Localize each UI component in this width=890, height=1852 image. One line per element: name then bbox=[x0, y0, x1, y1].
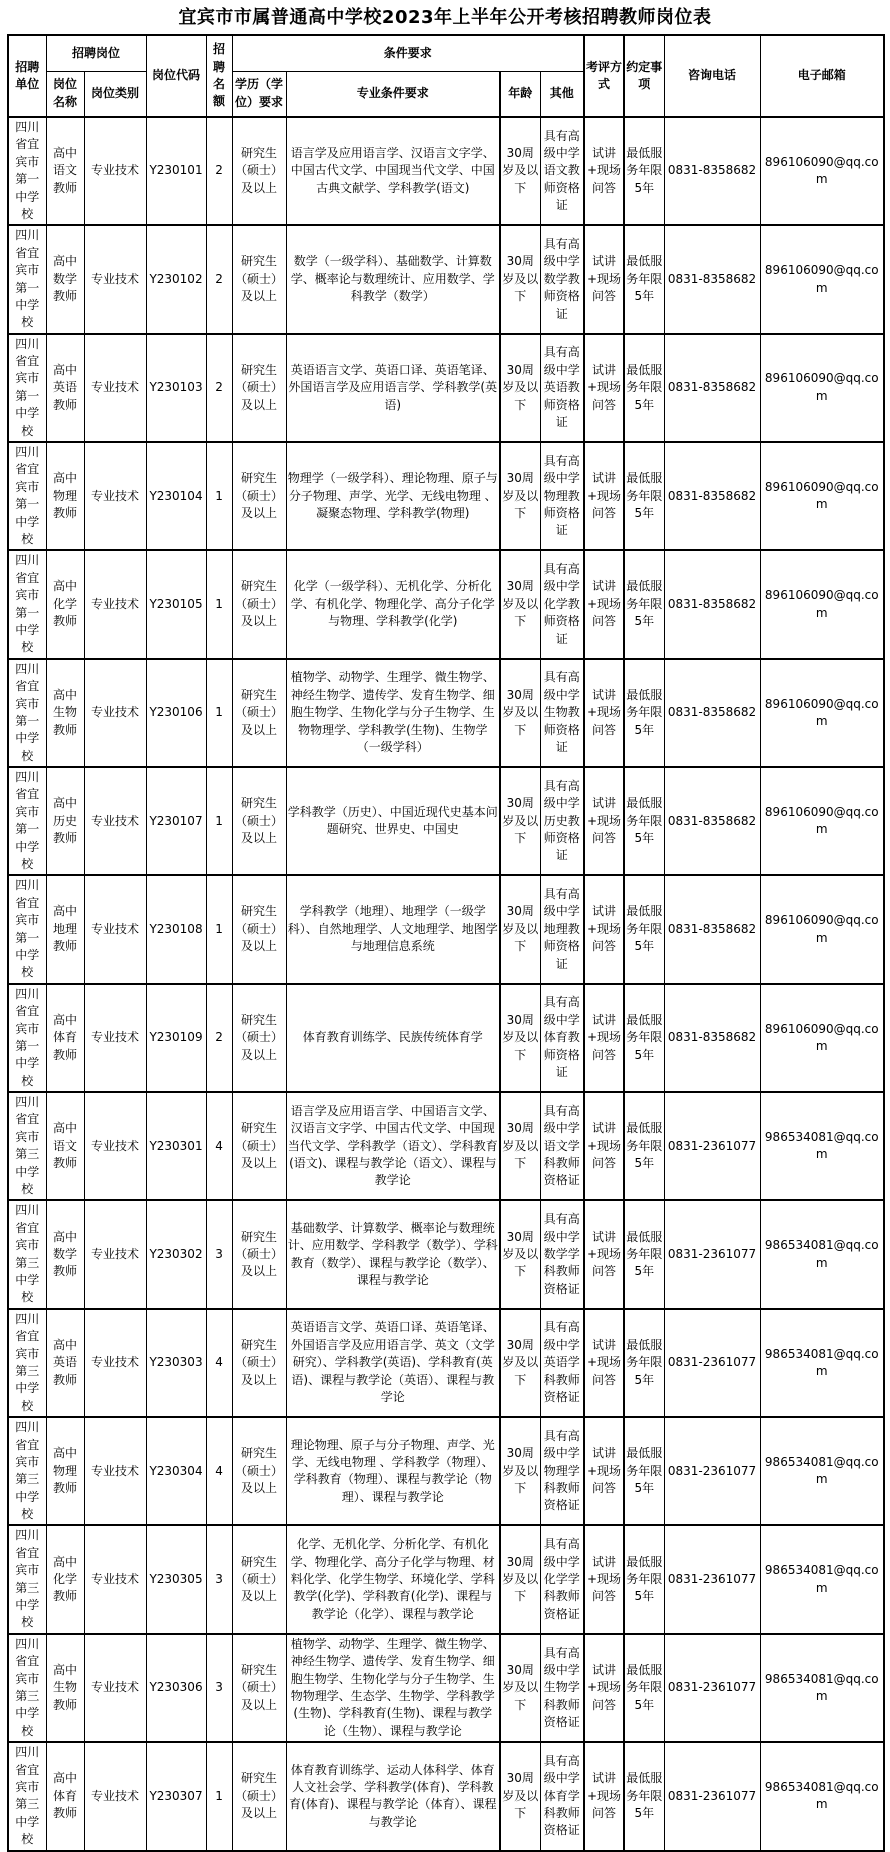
table-row bbox=[8, 1092, 884, 1200]
cell-major-requirements: 化学（一级学科）、无机化学、分析化学、有机化学、物理化学、高分子化学与物理、学科教学(化学) bbox=[286, 550, 500, 658]
positions-table bbox=[7, 34, 885, 1852]
cell-post-code: Y230103 bbox=[146, 334, 206, 442]
cell-post-category: 专业技术 bbox=[84, 1200, 146, 1308]
cell-quota: 4 bbox=[206, 1309, 232, 1417]
cell-education: 研究生（硕士）及以上 bbox=[232, 442, 286, 550]
cell-major-requirements: 化学、无机化学、分析化学、有机化学、物理化学、高分子化学与物理、材料化学、化学生物学、环境化学、学科教学(化学)、学科教育(化学)、课程与教学论（化学）、课程与教学论 bbox=[286, 1525, 500, 1633]
cell-agreement: 最低服务年限5年 bbox=[624, 334, 664, 442]
cell-education: 研究生（硕士）及以上 bbox=[232, 1634, 286, 1742]
cell-age: 30周岁及以下 bbox=[500, 1634, 540, 1742]
cell-agreement: 最低服务年限5年 bbox=[624, 225, 664, 333]
header-post-name: 岗位名称 bbox=[46, 71, 84, 117]
cell-age: 30周岁及以下 bbox=[500, 442, 540, 550]
cell-other: 具有高级中学物理学科教师资格证 bbox=[540, 1417, 584, 1525]
cell-other: 具有高级中学语文教师资格证 bbox=[540, 117, 584, 225]
cell-post-code: Y230105 bbox=[146, 550, 206, 658]
cell-major-requirements: 语言学及应用语言学、中国语言文学、汉语言文字学、中国古代文学、中国现当代文学、学科教学（语文）、学科教育(语文)、课程与教学论（语文）、课程与教学论 bbox=[286, 1092, 500, 1200]
cell-phone: 0831-2361077 bbox=[664, 1092, 760, 1200]
header-post-category: 岗位类别 bbox=[84, 71, 146, 117]
cell-phone: 0831-2361077 bbox=[664, 1417, 760, 1525]
cell-post-category: 专业技术 bbox=[84, 442, 146, 550]
cell-major-requirements: 植物学、动物学、生理学、微生物学、神经生物学、遗传学、发育生物学、细胞生物学、生物化学与分子生物学、生物物理学、学科教学(生物)、生物学（一级学科） bbox=[286, 659, 500, 767]
cell-other: 具有高级中学英语教师资格证 bbox=[540, 334, 584, 442]
cell-major-requirements: 语言学及应用语言学、汉语言文字学、中国古代文学、中国现当代文学、中国古典文献学、学科教学(语文) bbox=[286, 117, 500, 225]
cell-unit: 四川省宜宾市第三中学校 bbox=[8, 1092, 46, 1200]
table-row bbox=[8, 767, 884, 875]
cell-major-requirements: 英语语言文学、英语口译、英语笔译、外国语言学及应用语言学、英文（文学研究）、学科教学(英语)、学科教育(英语)、课程与教学论（英语）、课程与教学论 bbox=[286, 1309, 500, 1417]
cell-evaluation-method: 试讲+现场问答 bbox=[584, 875, 624, 983]
cell-email: 896106090@qq.com bbox=[760, 984, 884, 1092]
cell-education: 研究生（硕士）及以上 bbox=[232, 984, 286, 1092]
cell-quota: 1 bbox=[206, 659, 232, 767]
cell-unit: 四川省宜宾市第一中学校 bbox=[8, 875, 46, 983]
table-body bbox=[8, 117, 884, 1851]
cell-post-category: 专业技术 bbox=[84, 1525, 146, 1633]
cell-post-code: Y230307 bbox=[146, 1742, 206, 1850]
cell-education: 研究生（硕士）及以上 bbox=[232, 1092, 286, 1200]
cell-post-name: 高中数学教师 bbox=[46, 225, 84, 333]
cell-evaluation-method: 试讲+现场问答 bbox=[584, 225, 624, 333]
cell-education: 研究生（硕士）及以上 bbox=[232, 225, 286, 333]
page bbox=[0, 3, 890, 1852]
cell-unit: 四川省宜宾市第三中学校 bbox=[8, 1634, 46, 1742]
cell-quota: 1 bbox=[206, 1742, 232, 1850]
cell-other: 具有高级中学数学学科教师资格证 bbox=[540, 1200, 584, 1308]
table-row bbox=[8, 984, 884, 1092]
cell-post-code: Y230304 bbox=[146, 1417, 206, 1525]
cell-agreement: 最低服务年限5年 bbox=[624, 875, 664, 983]
cell-email: 986534081@qq.com bbox=[760, 1634, 884, 1742]
cell-post-name: 高中语文教师 bbox=[46, 117, 84, 225]
header-quota: 招聘名额 bbox=[206, 35, 232, 117]
cell-other: 具有高级中学历史教师资格证 bbox=[540, 767, 584, 875]
cell-phone: 0831-8358682 bbox=[664, 767, 760, 875]
table-row bbox=[8, 1634, 884, 1742]
cell-phone: 0831-8358682 bbox=[664, 984, 760, 1092]
cell-agreement: 最低服务年限5年 bbox=[624, 1200, 664, 1308]
cell-age: 30周岁及以下 bbox=[500, 117, 540, 225]
cell-phone: 0831-8358682 bbox=[664, 117, 760, 225]
cell-major-requirements: 学科教学（地理）、地理学（一级学科）、自然地理学、人文地理学、地图学与地理信息系统 bbox=[286, 875, 500, 983]
cell-phone: 0831-8358682 bbox=[664, 334, 760, 442]
cell-phone: 0831-8358682 bbox=[664, 550, 760, 658]
cell-age: 30周岁及以下 bbox=[500, 1525, 540, 1633]
cell-post-name: 高中历史教师 bbox=[46, 767, 84, 875]
cell-phone: 0831-8358682 bbox=[664, 875, 760, 983]
cell-post-code: Y230102 bbox=[146, 225, 206, 333]
cell-other: 具有高级中学地理教师资格证 bbox=[540, 875, 584, 983]
cell-post-name: 高中化学教师 bbox=[46, 1525, 84, 1633]
cell-post-category: 专业技术 bbox=[84, 117, 146, 225]
cell-agreement: 最低服务年限5年 bbox=[624, 659, 664, 767]
table-row bbox=[8, 334, 884, 442]
header-agreement: 约定事项 bbox=[624, 35, 664, 117]
cell-age: 30周岁及以下 bbox=[500, 1309, 540, 1417]
cell-email: 896106090@qq.com bbox=[760, 875, 884, 983]
cell-post-category: 专业技术 bbox=[84, 1634, 146, 1742]
cell-education: 研究生（硕士）及以上 bbox=[232, 1525, 286, 1633]
cell-post-code: Y230101 bbox=[146, 117, 206, 225]
cell-major-requirements: 物理学（一级学科）、理论物理、原子与分子物理、声学、光学、无线电物理 、凝聚态物理、学科教学(物理) bbox=[286, 442, 500, 550]
cell-post-name: 高中英语教师 bbox=[46, 1309, 84, 1417]
cell-agreement: 最低服务年限5年 bbox=[624, 1742, 664, 1850]
cell-post-category: 专业技术 bbox=[84, 550, 146, 658]
cell-email: 986534081@qq.com bbox=[760, 1417, 884, 1525]
cell-phone: 0831-2361077 bbox=[664, 1525, 760, 1633]
table-row bbox=[8, 875, 884, 983]
cell-post-name: 高中物理教师 bbox=[46, 442, 84, 550]
cell-post-code: Y230303 bbox=[146, 1309, 206, 1417]
cell-phone: 0831-8358682 bbox=[664, 659, 760, 767]
cell-post-code: Y230301 bbox=[146, 1092, 206, 1200]
cell-post-code: Y230106 bbox=[146, 659, 206, 767]
cell-post-category: 专业技术 bbox=[84, 659, 146, 767]
cell-post-category: 专业技术 bbox=[84, 1309, 146, 1417]
cell-evaluation-method: 试讲+现场问答 bbox=[584, 1200, 624, 1308]
cell-education: 研究生（硕士）及以上 bbox=[232, 117, 286, 225]
cell-post-name: 高中数学教师 bbox=[46, 1200, 84, 1308]
cell-quota: 4 bbox=[206, 1092, 232, 1200]
cell-age: 30周岁及以下 bbox=[500, 1200, 540, 1308]
cell-other: 具有高级中学化学教师资格证 bbox=[540, 550, 584, 658]
cell-agreement: 最低服务年限5年 bbox=[624, 1417, 664, 1525]
cell-education: 研究生（硕士）及以上 bbox=[232, 659, 286, 767]
cell-evaluation-method: 试讲+现场问答 bbox=[584, 767, 624, 875]
cell-quota: 2 bbox=[206, 117, 232, 225]
cell-other: 具有高级中学生物教师资格证 bbox=[540, 659, 584, 767]
cell-major-requirements: 数学（一级学科）、基础数学、计算数学、概率论与数理统计、应用数学、学科教学（数学） bbox=[286, 225, 500, 333]
cell-age: 30周岁及以下 bbox=[500, 984, 540, 1092]
cell-other: 具有高级中学生物学科教师资格证 bbox=[540, 1634, 584, 1742]
cell-post-category: 专业技术 bbox=[84, 875, 146, 983]
cell-quota: 3 bbox=[206, 1525, 232, 1633]
header-recruit-group: 招聘岗位 bbox=[46, 35, 146, 71]
table-row bbox=[8, 550, 884, 658]
cell-email: 896106090@qq.com bbox=[760, 550, 884, 658]
cell-post-code: Y230302 bbox=[146, 1200, 206, 1308]
table-header bbox=[8, 35, 884, 117]
cell-quota: 2 bbox=[206, 334, 232, 442]
cell-email: 896106090@qq.com bbox=[760, 767, 884, 875]
cell-quota: 1 bbox=[206, 767, 232, 875]
cell-unit: 四川省宜宾市第三中学校 bbox=[8, 1525, 46, 1633]
table-row bbox=[8, 1417, 884, 1525]
cell-unit: 四川省宜宾市第一中学校 bbox=[8, 334, 46, 442]
cell-education: 研究生（硕士）及以上 bbox=[232, 1309, 286, 1417]
header-evaluation: 考评方式 bbox=[584, 35, 624, 117]
cell-unit: 四川省宜宾市第一中学校 bbox=[8, 117, 46, 225]
cell-email: 986534081@qq.com bbox=[760, 1525, 884, 1633]
table-row bbox=[8, 1200, 884, 1308]
cell-post-category: 专业技术 bbox=[84, 1092, 146, 1200]
cell-evaluation-method: 试讲+现场问答 bbox=[584, 1417, 624, 1525]
cell-evaluation-method: 试讲+现场问答 bbox=[584, 442, 624, 550]
cell-post-name: 高中生物教师 bbox=[46, 659, 84, 767]
cell-post-name: 高中化学教师 bbox=[46, 550, 84, 658]
cell-post-name: 高中语文教师 bbox=[46, 1092, 84, 1200]
cell-email: 986534081@qq.com bbox=[760, 1309, 884, 1417]
cell-evaluation-method: 试讲+现场问答 bbox=[584, 1634, 624, 1742]
cell-age: 30周岁及以下 bbox=[500, 334, 540, 442]
cell-unit: 四川省宜宾市第一中学校 bbox=[8, 984, 46, 1092]
cell-quota: 2 bbox=[206, 984, 232, 1092]
table-row bbox=[8, 1742, 884, 1850]
table-row bbox=[8, 225, 884, 333]
cell-post-category: 专业技术 bbox=[84, 225, 146, 333]
cell-age: 30周岁及以下 bbox=[500, 767, 540, 875]
cell-post-name: 高中英语教师 bbox=[46, 334, 84, 442]
cell-quota: 1 bbox=[206, 875, 232, 983]
cell-major-requirements: 植物学、动物学、生理学、微生物学、神经生物学、遗传学、发育生物学、细胞生物学、生物化学与分子生物学、生物物理学、生态学、生物学、学科教学(生物)、学科教育(生物)、课程与教学论（生物）、课程与教学论 bbox=[286, 1634, 500, 1742]
cell-age: 30周岁及以下 bbox=[500, 1742, 540, 1850]
cell-post-code: Y230306 bbox=[146, 1634, 206, 1742]
header-conditions-group: 条件要求 bbox=[232, 35, 584, 71]
cell-evaluation-method: 试讲+现场问答 bbox=[584, 1742, 624, 1850]
cell-phone: 0831-2361077 bbox=[664, 1309, 760, 1417]
cell-email: 896106090@qq.com bbox=[760, 117, 884, 225]
cell-age: 30周岁及以下 bbox=[500, 550, 540, 658]
cell-other: 具有高级中学英语学科教师资格证 bbox=[540, 1309, 584, 1417]
table-row bbox=[8, 1309, 884, 1417]
cell-agreement: 最低服务年限5年 bbox=[624, 550, 664, 658]
cell-post-code: Y230109 bbox=[146, 984, 206, 1092]
cell-agreement: 最低服务年限5年 bbox=[624, 1634, 664, 1742]
cell-age: 30周岁及以下 bbox=[500, 225, 540, 333]
cell-education: 研究生（硕士）及以上 bbox=[232, 767, 286, 875]
table-row bbox=[8, 117, 884, 225]
cell-evaluation-method: 试讲+现场问答 bbox=[584, 1092, 624, 1200]
cell-quota: 1 bbox=[206, 442, 232, 550]
cell-post-name: 高中体育教师 bbox=[46, 984, 84, 1092]
cell-post-category: 专业技术 bbox=[84, 767, 146, 875]
cell-education: 研究生（硕士）及以上 bbox=[232, 334, 286, 442]
cell-post-category: 专业技术 bbox=[84, 984, 146, 1092]
header-major: 专业条件要求 bbox=[286, 71, 500, 117]
cell-email: 986534081@qq.com bbox=[760, 1742, 884, 1850]
cell-post-code: Y230305 bbox=[146, 1525, 206, 1633]
cell-age: 30周岁及以下 bbox=[500, 875, 540, 983]
cell-unit: 四川省宜宾市第一中学校 bbox=[8, 767, 46, 875]
cell-agreement: 最低服务年限5年 bbox=[624, 1092, 664, 1200]
cell-major-requirements: 体育教育训练学、民族传统体育学 bbox=[286, 984, 500, 1092]
header-email: 电子邮箱 bbox=[760, 35, 884, 117]
header-education: 学历（学位）要求 bbox=[232, 71, 286, 117]
cell-quota: 3 bbox=[206, 1634, 232, 1742]
cell-age: 30周岁及以下 bbox=[500, 1092, 540, 1200]
cell-email: 986534081@qq.com bbox=[760, 1092, 884, 1200]
cell-education: 研究生（硕士）及以上 bbox=[232, 1742, 286, 1850]
header-phone: 咨询电话 bbox=[664, 35, 760, 117]
cell-post-name: 高中物理教师 bbox=[46, 1417, 84, 1525]
header-age: 年龄 bbox=[500, 71, 540, 117]
cell-unit: 四川省宜宾市第三中学校 bbox=[8, 1309, 46, 1417]
cell-phone: 0831-2361077 bbox=[664, 1200, 760, 1308]
cell-post-name: 高中体育教师 bbox=[46, 1742, 84, 1850]
cell-major-requirements: 理论物理、原子与分子物理、声学、光学、无线电物理 、学科教学（物理）、学科教育（物理）、课程与教学论（物理）、课程与教学论 bbox=[286, 1417, 500, 1525]
cell-unit: 四川省宜宾市第一中学校 bbox=[8, 550, 46, 658]
cell-phone: 0831-8358682 bbox=[664, 442, 760, 550]
cell-other: 具有高级中学体育学科教师资格证 bbox=[540, 1742, 584, 1850]
cell-age: 30周岁及以下 bbox=[500, 659, 540, 767]
cell-agreement: 最低服务年限5年 bbox=[624, 984, 664, 1092]
cell-major-requirements: 基础数学、计算数学、概率论与数理统计、应用数学、学科教学（数学）、学科教育（数学）、课程与教学论（数学）、课程与教学论 bbox=[286, 1200, 500, 1308]
cell-education: 研究生（硕士）及以上 bbox=[232, 875, 286, 983]
cell-post-category: 专业技术 bbox=[84, 334, 146, 442]
cell-unit: 四川省宜宾市第三中学校 bbox=[8, 1742, 46, 1850]
cell-evaluation-method: 试讲+现场问答 bbox=[584, 334, 624, 442]
cell-post-code: Y230107 bbox=[146, 767, 206, 875]
cell-quota: 1 bbox=[206, 550, 232, 658]
header-post-code: 岗位代码 bbox=[146, 35, 206, 117]
cell-phone: 0831-2361077 bbox=[664, 1634, 760, 1742]
cell-evaluation-method: 试讲+现场问答 bbox=[584, 1525, 624, 1633]
cell-email: 896106090@qq.com bbox=[760, 225, 884, 333]
header-unit: 招聘单位 bbox=[8, 35, 46, 117]
cell-major-requirements: 体育教育训练学、运动人体科学、体育人文社会学、学科教学(体育)、学科教育(体育)、课程与教学论（体育）、课程与教学论 bbox=[286, 1742, 500, 1850]
cell-quota: 2 bbox=[206, 225, 232, 333]
cell-evaluation-method: 试讲+现场问答 bbox=[584, 659, 624, 767]
cell-agreement: 最低服务年限5年 bbox=[624, 1525, 664, 1633]
cell-agreement: 最低服务年限5年 bbox=[624, 767, 664, 875]
page-title: 宜宾市市属普通高中学校2023年上半年公开考核招聘教师岗位表 bbox=[178, 7, 712, 28]
cell-unit: 四川省宜宾市第一中学校 bbox=[8, 442, 46, 550]
header-other: 其他 bbox=[540, 71, 584, 117]
cell-post-code: Y230104 bbox=[146, 442, 206, 550]
cell-unit: 四川省宜宾市第一中学校 bbox=[8, 225, 46, 333]
cell-agreement: 最低服务年限5年 bbox=[624, 117, 664, 225]
cell-post-code: Y230108 bbox=[146, 875, 206, 983]
cell-other: 具有高级中学语文学科教师资格证 bbox=[540, 1092, 584, 1200]
cell-other: 具有高级中学物理教师资格证 bbox=[540, 442, 584, 550]
cell-evaluation-method: 试讲+现场问答 bbox=[584, 984, 624, 1092]
cell-unit: 四川省宜宾市第三中学校 bbox=[8, 1417, 46, 1525]
cell-education: 研究生（硕士）及以上 bbox=[232, 1200, 286, 1308]
cell-post-name: 高中生物教师 bbox=[46, 1634, 84, 1742]
cell-major-requirements: 学科教学（历史）、中国近现代史基本问题研究、世界史、中国史 bbox=[286, 767, 500, 875]
cell-email: 896106090@qq.com bbox=[760, 334, 884, 442]
cell-quota: 4 bbox=[206, 1417, 232, 1525]
cell-phone: 0831-2361077 bbox=[664, 1742, 760, 1850]
cell-education: 研究生（硕士）及以上 bbox=[232, 1417, 286, 1525]
cell-education: 研究生（硕士）及以上 bbox=[232, 550, 286, 658]
cell-agreement: 最低服务年限5年 bbox=[624, 1309, 664, 1417]
cell-email: 986534081@qq.com bbox=[760, 1200, 884, 1308]
cell-quota: 3 bbox=[206, 1200, 232, 1308]
cell-post-category: 专业技术 bbox=[84, 1417, 146, 1525]
cell-other: 具有高级中学体育教师资格证 bbox=[540, 984, 584, 1092]
cell-major-requirements: 英语语言文学、英语口译、英语笔译、外国语言学及应用语言学、学科教学(英语) bbox=[286, 334, 500, 442]
cell-evaluation-method: 试讲+现场问答 bbox=[584, 1309, 624, 1417]
cell-evaluation-method: 试讲+现场问答 bbox=[584, 550, 624, 658]
cell-post-category: 专业技术 bbox=[84, 1742, 146, 1850]
cell-email: 896106090@qq.com bbox=[760, 442, 884, 550]
header-row-1 bbox=[8, 35, 884, 71]
cell-agreement: 最低服务年限5年 bbox=[624, 442, 664, 550]
cell-email: 896106090@qq.com bbox=[760, 659, 884, 767]
cell-evaluation-method: 试讲+现场问答 bbox=[584, 117, 624, 225]
cell-other: 具有高级中学化学学科教师资格证 bbox=[540, 1525, 584, 1633]
table-row bbox=[8, 1525, 884, 1633]
cell-age: 30周岁及以下 bbox=[500, 1417, 540, 1525]
table-row bbox=[8, 442, 884, 550]
cell-unit: 四川省宜宾市第三中学校 bbox=[8, 1200, 46, 1308]
table-row bbox=[8, 659, 884, 767]
cell-other: 具有高级中学数学教师资格证 bbox=[540, 225, 584, 333]
cell-unit: 四川省宜宾市第一中学校 bbox=[8, 659, 46, 767]
cell-phone: 0831-8358682 bbox=[664, 225, 760, 333]
cell-post-name: 高中地理教师 bbox=[46, 875, 84, 983]
